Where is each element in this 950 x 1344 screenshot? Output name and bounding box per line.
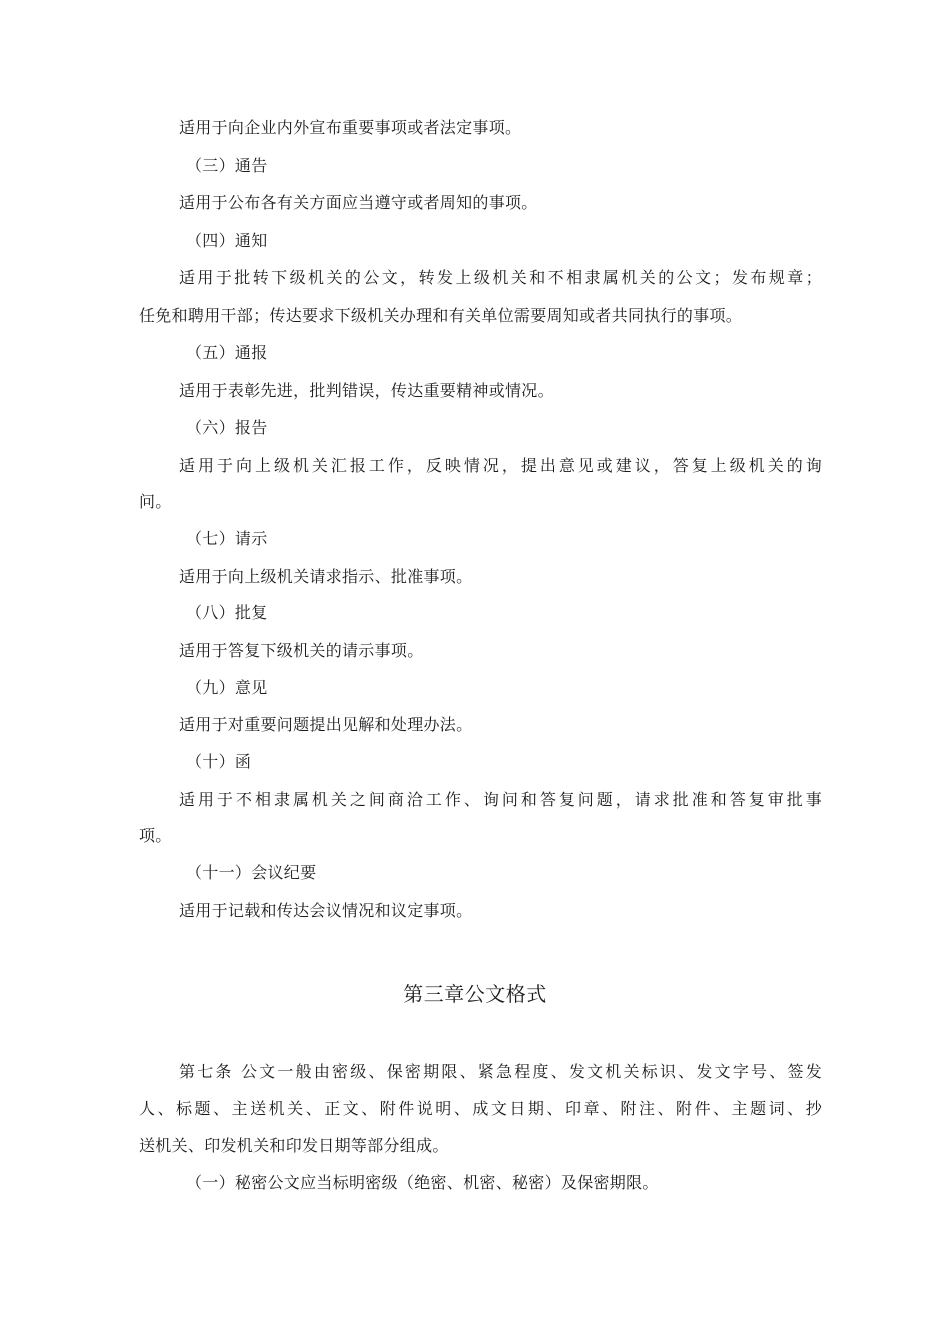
paragraph-line: 适用于公布各有关方面应当遵守或者周知的事项。 <box>179 193 538 212</box>
paragraph-line: 适用于批转下级机关的公文，转发上级机关和不相隶属机关的公文；发布规章； <box>179 268 822 287</box>
paragraph-line: 适用于表彰先进，批判错误，传达重要精神或情况。 <box>179 381 554 400</box>
section-heading-report: （六）报告 <box>186 418 268 437</box>
paragraph-line: 适用于对重要问题提出见解和处理办法。 <box>179 715 473 734</box>
paragraph-line: 问。 <box>139 492 172 511</box>
section-heading-notice: （四）通知 <box>186 231 268 250</box>
paragraph-line: 适用于向上级机关汇报工作，反映情况，提出意见或建议，答复上级机关的询 <box>179 456 822 475</box>
section-heading-letter: （十）函 <box>186 752 252 771</box>
paragraph-line: 任免和聘用干部；传达要求下级机关办理和有关单位需要周知或者共同执行的事项。 <box>139 306 743 325</box>
paragraph-line: （一）秘密公文应当标明密级（绝密、机密、秘密）及保密期限。 <box>186 1173 659 1192</box>
chapter-title: 第三章公文格式 <box>403 982 547 1006</box>
paragraph-line: 人、标题、主送机关、正文、附件说明、成文日期、印章、附注、附件、主题词、抄 <box>139 1099 822 1118</box>
section-heading-bulletin: （五）通报 <box>186 343 268 362</box>
section-heading-reply: （八）批复 <box>186 603 268 622</box>
paragraph-line: 适用于不相隶属机关之间商洽工作、询问和答复问题，请求批准和答复审批事 <box>179 790 822 809</box>
paragraph-line: 适用于向企业内外宣布重要事项或者法定事项。 <box>179 118 522 137</box>
paragraph-line: 适用于答复下级机关的请示事项。 <box>179 641 424 660</box>
paragraph-line: 适用于向上级机关请求指示、批准事项。 <box>179 567 473 586</box>
paragraph-line: 第七条 公文一般由密级、保密期限、紧急程度、发文机关标识、发文字号、签发 <box>179 1062 822 1081</box>
paragraph-line: 项。 <box>139 826 172 845</box>
section-heading-opinion: （九）意见 <box>186 678 268 697</box>
section-heading-minutes: （十一）会议纪要 <box>186 863 317 882</box>
paragraph-line: 适用于记载和传达会议情况和议定事项。 <box>179 901 473 920</box>
paragraph-line: 送机关、印发机关和印发日期等部分组成。 <box>139 1136 449 1155</box>
section-heading-request: （七）请示 <box>186 529 268 548</box>
section-heading-announcement: （三）通告 <box>186 156 268 175</box>
